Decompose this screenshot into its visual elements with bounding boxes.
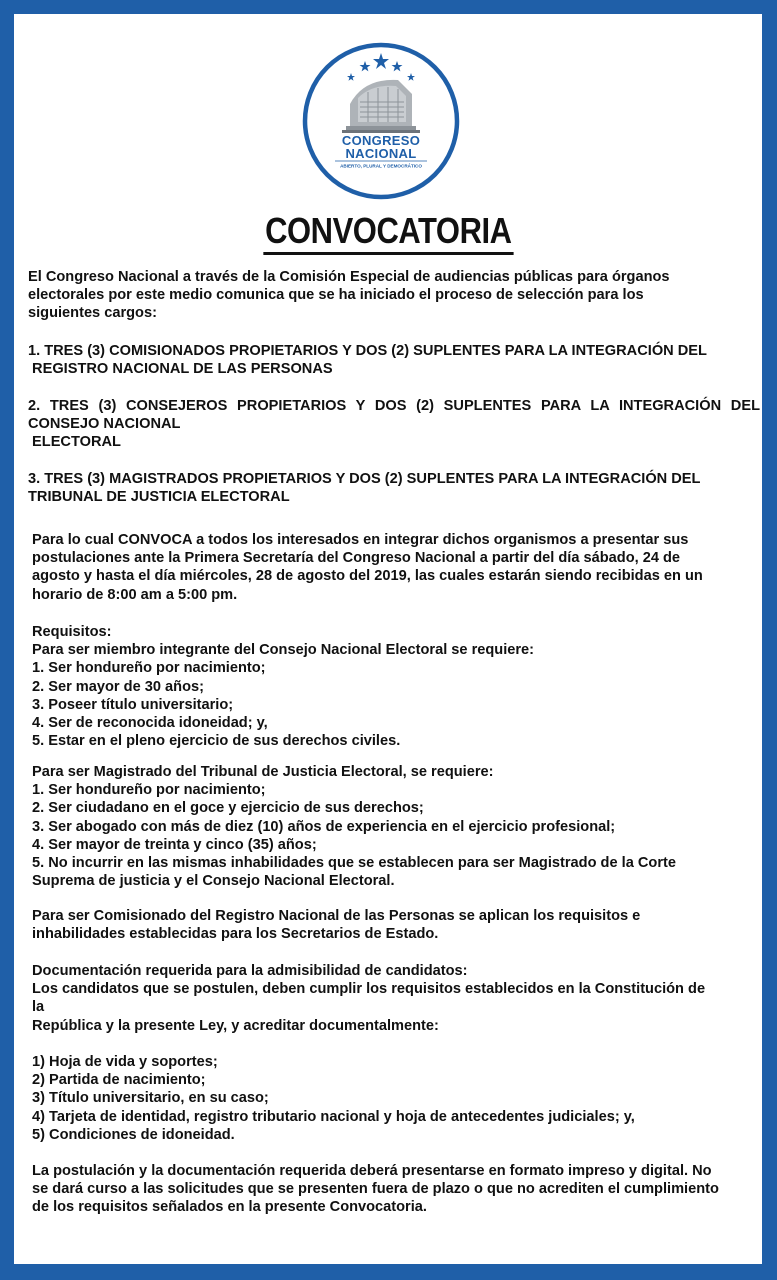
- list-item: 4. Ser de reconocida idoneidad; y,: [32, 715, 268, 732]
- rnp-paragraph: [32, 907, 758, 943]
- doc-line: Los candidatos que se postulen, deben cumplir los requisitos establecidos en la Constitución de: [32, 981, 706, 998]
- closing-line: de los requisitos señalados en la presente Convocatoria.: [32, 1199, 427, 1216]
- logo-line2: NACIONAL: [345, 146, 417, 161]
- position-1: [28, 342, 758, 378]
- convoca-paragraph: [32, 531, 758, 604]
- intro-line: siguientes cargos:: [28, 305, 157, 322]
- position-line: 3. TRES (3) MAGISTRADOS PROPIETARIOS Y DOS (2) SUPLENTES PARA LA INTEGRACIÓN DEL: [28, 471, 701, 487]
- list-item: 3. Poseer título universitario;: [32, 696, 234, 713]
- doc-line: la: [32, 999, 45, 1016]
- logo-tagline: ABIERTO, PLURAL Y DEMOCRÁTICO: [340, 163, 422, 169]
- logo-line1: CONGRESO: [341, 133, 421, 148]
- convoca-line: agosto y hasta el día miércoles, 28 de agosto del 2019, las cuales estarán siendo recibidas en un: [32, 568, 703, 585]
- list-item: 2. Ser ciudadano en el goce y ejercicio de sus derechos;: [32, 800, 424, 817]
- list-item: 4) Tarjeta de identidad, registro tributario nacional y hoja de antecedentes judiciales; y,: [32, 1108, 635, 1125]
- list-item: 5. Estar en el pleno ejercicio de sus derechos civiles.: [32, 733, 401, 750]
- cne-heading: Para ser miembro integrante del Consejo Nacional Electoral se requiere:: [32, 642, 535, 659]
- list-item: 3) Título universitario, en su caso;: [32, 1090, 269, 1107]
- requisitos-cne: [32, 623, 758, 750]
- doc-line: República y la presente Ley, y acreditar documentalmente:: [32, 1017, 439, 1034]
- intro-line: El Congreso Nacional a través de la Comisión Especial de audiencias públicas para órganos: [28, 269, 670, 285]
- list-item: 5) Condiciones de idoneidad.: [32, 1126, 235, 1143]
- intro-paragraph: [28, 268, 758, 323]
- list-item: 5. No incurrir en las mismas inhabilidades que se establecen para ser Magistrado de la Corte: [32, 855, 676, 872]
- position-3: [28, 470, 758, 506]
- page-title: [14, 210, 762, 255]
- list-item: Suprema de justicia y el Consejo Nacional Electoral.: [32, 873, 395, 890]
- closing-line: La postulación y la documentación requerida deberá presentarse en formato impreso y digital. No: [32, 1163, 712, 1179]
- list-item: 2. Ser mayor de 30 años;: [32, 678, 204, 695]
- requisitos-heading: Requisitos:: [32, 624, 112, 640]
- position-line: TRIBUNAL DE JUSTICIA ELECTORAL: [28, 489, 290, 506]
- rnp-line: inhabilidades establecidas para los Secretarios de Estado.: [32, 926, 439, 943]
- convoca-line: horario de 8:00 am a 5:00 pm.: [32, 586, 238, 603]
- closing-line: se dará curso a las solicitudes que se presenten fuera de plazo o que no acrediten el cumplimiento: [32, 1181, 719, 1198]
- list-item: 3. Ser abogado con más de diez (10) años de experiencia en el ejercicio profesional;: [32, 818, 616, 835]
- requisitos-tje: [32, 763, 758, 890]
- list-item: 4. Ser mayor de treinta y cinco (35) años;: [32, 836, 317, 853]
- intro-line: electorales por este medio comunica que se ha iniciado el proceso de selección para los: [28, 287, 644, 304]
- position-line: 2. TRES (3) CONSEJEROS PROPIETARIOS Y DOS (2) SUPLENTES PARA LA INTEGRACIÓN DEL: [28, 398, 760, 414]
- position-line: ELECTORAL: [28, 434, 121, 451]
- list-item: 2) Partida de nacimiento;: [32, 1072, 206, 1089]
- doc-line: Documentación requerida para la admisibilidad de candidatos:: [32, 963, 468, 979]
- position-line: REGISTRO NACIONAL DE LAS PERSONAS: [28, 361, 333, 378]
- convoca-line: postulaciones ante la Primera Secretaría del Congreso Nacional a partir del día sábado, 24 de: [32, 550, 681, 567]
- list-item: 1. Ser hondureño por nacimiento;: [32, 782, 266, 799]
- position-2: [28, 397, 760, 452]
- congreso-nacional-logo: [302, 42, 460, 200]
- documentacion-section: [32, 962, 758, 1035]
- rnp-line: Para ser Comisionado del Registro Nacional de las Personas se aplican los requisitos e: [32, 908, 641, 924]
- convocatoria-page: [14, 14, 762, 1264]
- title-text: CONVOCATORIA: [263, 210, 513, 255]
- tje-heading: Para ser Magistrado del Tribunal de Justicia Electoral, se requiere:: [32, 764, 494, 780]
- position-line: 1. TRES (3) COMISIONADOS PROPIETARIOS Y DOS (2) SUPLENTES PARA LA INTEGRACIÓN DEL: [28, 343, 707, 359]
- closing-paragraph: [32, 1162, 758, 1217]
- list-item: 1) Hoja de vida y soportes;: [32, 1054, 218, 1070]
- convoca-line: Para lo cual CONVOCA a todos los interesados en integrar dichos organismos a presentar sus: [32, 532, 689, 548]
- documentacion-list: [32, 1053, 758, 1144]
- position-line: CONSEJO NACIONAL: [28, 416, 181, 433]
- list-item: 1. Ser hondureño por nacimiento;: [32, 660, 266, 677]
